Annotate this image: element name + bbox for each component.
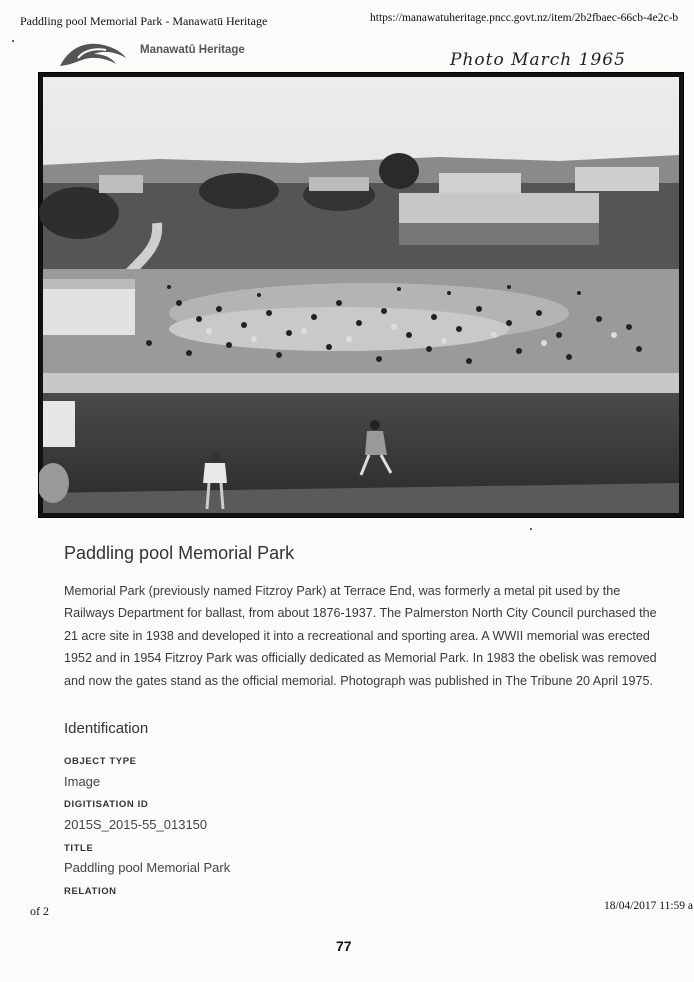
site-name[interactable]: Manawatū Heritage — [140, 44, 245, 56]
field-value-title: Paddling pool Memorial Park — [64, 860, 231, 875]
identification-heading: Identification — [64, 720, 149, 737]
field-value-object-type: Image — [64, 774, 101, 789]
page-number: 77 — [336, 938, 352, 954]
print-header-url[interactable]: https://manawatuheritage.pncc.govt.nz/item/2b2fbaec-66cb-4e2c-b — [370, 12, 679, 24]
field-label-relation: RELATION — [64, 886, 117, 897]
print-footer-page-count: of 2 — [30, 904, 49, 918]
print-header-title: Paddling pool Memorial Park - Manawatū Heritage — [20, 14, 268, 28]
field-label-digitisation-id: DIGITISATION ID — [64, 799, 149, 810]
handwritten-annotation: Photo March 1965 — [450, 50, 626, 70]
record-description: Memorial Park (previously named Fitzroy Park) at Terrace End, was formerly a metal pit used by the Railways Department for ballast, from about 1876-1937. The Palmerston North City Council purchased the 21 acre site in 1938 and developed it into a recreational and sporting area. A WWII memorial was erected 1952 and in 1954 Fitzroy Park was officially dedicated as Memorial Park. In 1983 the obelisk was removed and now the gates stand as the official memorial. Photograph was published in The Tribune 20 April 1975. — [64, 584, 657, 688]
field-label-object-type: OBJECT TYPE — [64, 756, 137, 767]
print-footer-timestamp: 18/04/2017 11:59 a — [604, 900, 694, 912]
scan-speck — [12, 40, 14, 42]
record-title: Paddling pool Memorial Park — [64, 543, 295, 563]
wave-icon[interactable] — [58, 38, 128, 68]
field-value-digitisation-id: 2015S_2015-55_013150 — [64, 817, 208, 832]
archive-photo — [38, 72, 684, 518]
scan-speck — [530, 528, 532, 530]
field-label-title: TITLE — [64, 843, 94, 854]
